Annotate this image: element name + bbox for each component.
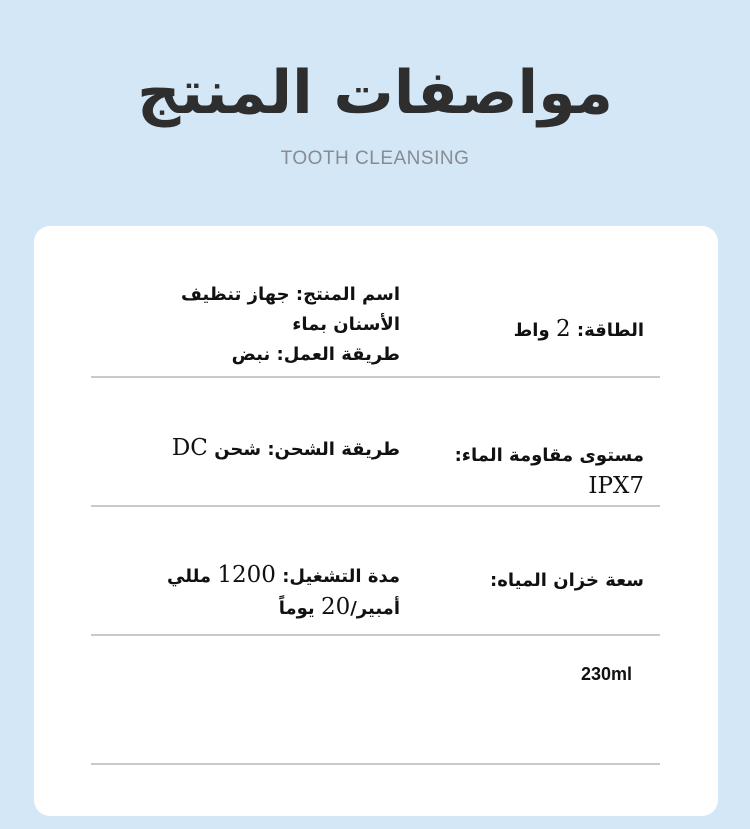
water-resist-spec xyxy=(444,441,644,501)
tank-label: سعة خزان المياه: xyxy=(490,570,644,591)
charging-value: DC xyxy=(171,435,208,461)
charging-spec xyxy=(110,433,400,465)
specs-card xyxy=(34,226,718,816)
charging-label: طريقة الشحن: شحن xyxy=(214,439,400,460)
runtime-line2-prefix: أمبير/ xyxy=(350,598,400,619)
tank-spec xyxy=(444,566,644,596)
tank-value: 230ml xyxy=(580,664,632,684)
runtime-value: 1200 xyxy=(217,562,276,588)
product-info xyxy=(110,280,400,370)
power-value: 2 xyxy=(555,316,571,342)
water-resist-label: مستوى مقاومة الماء: xyxy=(454,445,644,466)
runtime-label: مدة التشغيل: xyxy=(282,566,400,587)
runtime-unit: مللي xyxy=(167,566,212,587)
spec-row-1 xyxy=(91,248,660,378)
power-label: الطاقة: xyxy=(576,320,644,341)
runtime-spec xyxy=(110,560,400,624)
water-resist-value: IPX7 xyxy=(588,473,644,499)
runtime-days: 20 xyxy=(320,594,351,620)
working-mode: طريقة العمل: نبض xyxy=(231,344,400,365)
product-name: اسم المنتج: جهاز تنظيف الأسنان بماء xyxy=(180,284,400,335)
spec-row-4 xyxy=(91,635,660,765)
power-spec xyxy=(444,314,644,346)
spec-row-2 xyxy=(91,377,660,507)
page-subtitle: TOOTH CLEANSING xyxy=(280,148,470,169)
page-title: مواصفات المنتج xyxy=(137,58,613,128)
spec-row-3 xyxy=(91,506,660,636)
runtime-days-unit: يوماً xyxy=(278,598,315,619)
power-unit: واط xyxy=(513,320,550,341)
